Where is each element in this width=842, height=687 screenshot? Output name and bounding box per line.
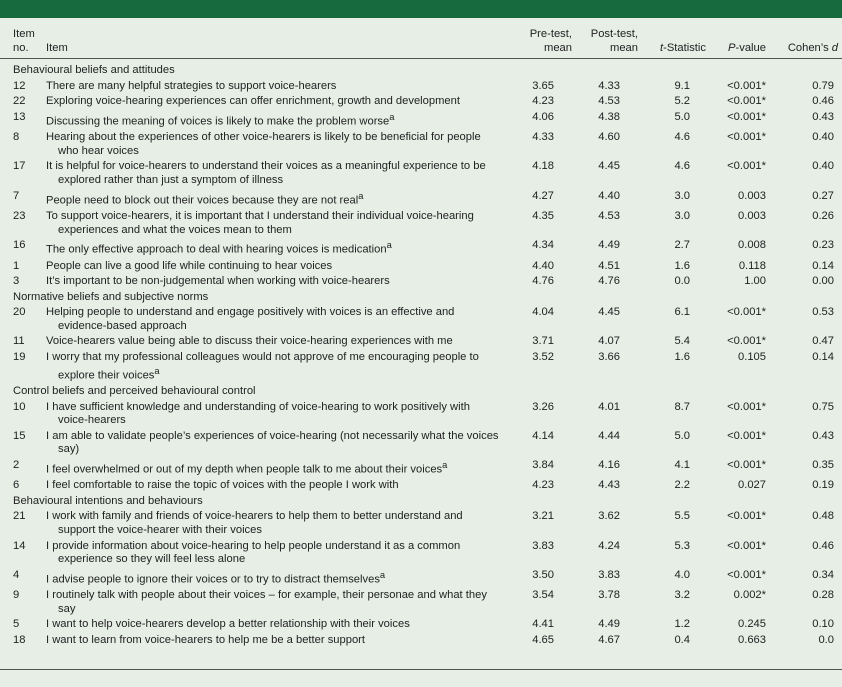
p-value: 0.002* <box>733 589 766 602</box>
p-value: 0.008 <box>738 239 766 252</box>
t-statistic: 5.2 <box>674 95 690 108</box>
post-test-mean: 4.43 <box>598 479 620 492</box>
item-number: 8 <box>13 131 20 144</box>
item-text: Hearing about the experiences of other voice-hearers is likely to be beneficial for people who hear voices <box>46 131 481 157</box>
item-text-wrap <box>46 95 506 109</box>
p-value: 0.105 <box>738 351 766 364</box>
col-header-t-statistic: t-Statistic <box>642 18 710 59</box>
cohens-d: 0.35 <box>812 458 834 471</box>
t-statistic: 2.7 <box>674 239 690 252</box>
cohens-d: 0.34 <box>812 568 834 581</box>
item-number: 14 <box>13 539 26 552</box>
p-value: <0.001* <box>727 131 766 144</box>
pre-test-mean: 4.23 <box>532 479 554 492</box>
item-text-wrap <box>46 430 506 457</box>
table-footer-bar <box>0 669 842 687</box>
t-statistic: 1.6 <box>674 259 690 272</box>
item-text: I want to learn from voice-hearers to help me be a better support <box>46 633 366 646</box>
table-row <box>0 94 842 110</box>
cohens-d: 0.47 <box>812 335 834 348</box>
item-text-wrap <box>46 131 506 158</box>
p-value: <0.001* <box>727 568 766 581</box>
t-statistic: 5.0 <box>674 429 690 442</box>
t-statistic: 4.0 <box>674 568 690 581</box>
item-text-wrap <box>46 335 506 349</box>
cohens-d: 0.48 <box>812 510 834 523</box>
table-row <box>0 259 842 275</box>
item-text: I worry that my professional colleagues would not approve of me encouraging people to explore their voices <box>46 351 479 382</box>
column-header-row <box>0 18 842 59</box>
post-test-mean: 4.40 <box>598 189 620 202</box>
pre-test-mean: 4.06 <box>532 110 554 123</box>
reverse-scored-marker: a <box>154 365 160 376</box>
pre-test-mean: 3.54 <box>532 589 554 602</box>
item-text: I feel overwhelmed or out of my depth when people talk to me about their voices <box>46 463 443 476</box>
item-text-wrap <box>46 569 506 587</box>
item-text-wrap <box>46 80 506 94</box>
item-text: I work with family and friends of voice-hearers to help them to better understand and support the voice-hearer with their voices <box>46 510 463 537</box>
table-row <box>0 429 842 458</box>
t-statistic: 5.3 <box>674 539 690 552</box>
item-cell <box>42 350 510 384</box>
post-test-mean: 4.76 <box>598 275 620 288</box>
cohens-d: 0.26 <box>812 210 834 222</box>
item-text-wrap <box>46 275 506 289</box>
cohens-d: 0.00 <box>812 275 834 288</box>
item-text: I provide information about voice-hearing to help people understand it as a common experience so they will feel less alone <box>46 539 461 566</box>
item-text: Voice-hearers value being able to discuss their voice-hearing experiences with me <box>46 335 453 348</box>
pre-test-mean: 4.27 <box>532 189 554 202</box>
pre-test-mean: 4.18 <box>532 160 554 173</box>
t-statistic: 5.4 <box>674 335 690 348</box>
item-cell <box>42 110 510 130</box>
table-row <box>0 509 842 538</box>
table-row <box>0 633 842 649</box>
pre-test-mean: 3.52 <box>532 351 554 364</box>
p-value: <0.001* <box>727 429 766 442</box>
item-cell <box>42 478 510 494</box>
table-row <box>0 588 842 617</box>
cohens-d: 0.14 <box>812 351 834 364</box>
post-test-mean: 4.44 <box>598 429 620 442</box>
t-statistic: 6.1 <box>674 306 690 319</box>
p-value: 0.118 <box>738 259 766 272</box>
table-row <box>0 130 842 159</box>
table-body <box>0 59 842 649</box>
section-title: Behavioural intentions and behaviours <box>13 494 203 507</box>
item-number: 12 <box>13 79 26 92</box>
pre-test-mean: 4.40 <box>532 259 554 272</box>
cohens-d: 0.27 <box>812 189 834 202</box>
t-statistic: 3.0 <box>674 210 690 222</box>
item-number: 19 <box>13 351 26 364</box>
table-row <box>0 274 842 290</box>
pre-test-mean: 3.83 <box>532 539 554 552</box>
t-statistic: 3.2 <box>674 589 690 602</box>
item-text-wrap <box>46 160 506 187</box>
cohens-d: 0.10 <box>812 618 834 631</box>
cohens-d: 0.14 <box>812 259 834 272</box>
t-statistic: 8.7 <box>674 400 690 413</box>
p-value: 0.003 <box>738 210 766 222</box>
table-row <box>0 238 842 258</box>
item-cell <box>42 588 510 617</box>
table-row <box>0 209 842 238</box>
cohens-d: 0.43 <box>812 429 834 442</box>
t-statistic: 3.0 <box>674 189 690 202</box>
item-cell <box>42 189 510 209</box>
pre-test-mean: 3.65 <box>532 79 554 92</box>
item-text-wrap <box>46 540 506 567</box>
item-cell <box>42 94 510 110</box>
item-text: I am able to validate people’s experiences of voice-hearing (not necessarily what the voices say) <box>46 429 499 456</box>
item-number: 1 <box>13 259 20 272</box>
section-title: Behavioural beliefs and attitudes <box>13 64 175 77</box>
item-text-wrap <box>46 239 506 257</box>
post-test-mean: 4.53 <box>598 210 620 222</box>
pre-test-mean: 3.21 <box>532 510 554 523</box>
p-value: <0.001* <box>727 458 766 471</box>
table-row <box>0 334 842 350</box>
item-text-wrap <box>46 510 506 537</box>
item-number: 2 <box>13 458 20 471</box>
cohens-d: 0.23 <box>812 239 834 252</box>
item-number: 4 <box>13 568 20 581</box>
item-text: I routinely talk with people about their voices – for example, their personae and what they say <box>46 589 487 615</box>
item-number: 10 <box>13 400 26 413</box>
item-number: 5 <box>13 618 20 631</box>
table-row <box>0 350 842 384</box>
post-test-mean: 3.83 <box>598 568 620 581</box>
item-text: I want to help voice-hearers develop a better relationship with their voices <box>46 618 410 631</box>
cohens-d: 0.43 <box>812 110 834 123</box>
post-test-mean: 4.45 <box>598 306 620 319</box>
table-row <box>0 539 842 568</box>
t-statistic: 5.5 <box>674 510 690 523</box>
item-number: 17 <box>13 160 26 173</box>
post-test-mean: 4.01 <box>598 400 620 413</box>
table-row <box>0 79 842 95</box>
item-cell <box>42 209 510 238</box>
item-number: 16 <box>13 239 26 252</box>
reverse-scored-marker: a <box>389 111 395 122</box>
item-text-wrap <box>46 589 506 616</box>
item-cell <box>42 238 510 258</box>
reverse-scored-marker: a <box>386 240 392 251</box>
post-test-mean: 4.67 <box>598 633 620 646</box>
reverse-scored-marker: a <box>379 569 386 580</box>
cohens-d: 0.53 <box>812 306 834 319</box>
item-text-wrap <box>46 111 506 129</box>
item-number: 9 <box>13 589 20 602</box>
item-text: People need to block out their voices because they are not real <box>46 194 359 207</box>
item-text-wrap <box>46 260 506 274</box>
item-text-wrap <box>46 459 506 477</box>
item-text-wrap <box>46 401 506 428</box>
item-text: Helping people to understand and engage positively with voices is an effective and evidence-based approach <box>46 306 455 332</box>
section-title: Control beliefs and perceived behavioural control <box>13 385 256 397</box>
item-text: To support voice-hearers, it is important that I understand their individual voice-hearing experiences and what the voices mean to them <box>46 210 474 236</box>
table-row <box>0 159 842 188</box>
item-number: 21 <box>13 510 26 523</box>
table-row <box>0 110 842 130</box>
item-cell <box>42 130 510 159</box>
post-test-mean: 4.07 <box>598 335 620 348</box>
item-cell <box>42 617 510 633</box>
table-row <box>0 189 842 209</box>
item-text-wrap <box>46 306 506 333</box>
section-row <box>0 384 842 400</box>
cohens-d: 0.79 <box>812 79 834 92</box>
section-row <box>0 494 842 510</box>
item-cell <box>42 539 510 568</box>
item-text: It’s important to be non-judgemental when working with voice-hearers <box>46 275 390 288</box>
item-cell <box>42 400 510 429</box>
item-cell <box>42 334 510 350</box>
post-test-mean: 4.33 <box>598 79 620 92</box>
item-text: People can live a good life while continuing to hear voices <box>46 259 333 272</box>
section-title: Normative beliefs and subjective norms <box>13 290 209 303</box>
p-value: 0.003 <box>738 189 766 202</box>
cohens-d: 0.75 <box>812 400 834 413</box>
table-row <box>0 617 842 633</box>
item-text-wrap <box>46 618 506 632</box>
cohens-d: 0.28 <box>812 589 834 602</box>
item-cell <box>42 305 510 334</box>
p-value: 0.027 <box>738 479 766 492</box>
post-test-mean: 3.62 <box>598 510 620 523</box>
p-value: <0.001* <box>727 539 766 552</box>
item-number: 20 <box>13 306 26 319</box>
item-number: 6 <box>13 479 20 492</box>
t-statistic: 2.2 <box>674 479 690 492</box>
pre-test-mean: 4.14 <box>532 429 554 442</box>
reverse-scored-marker: a <box>358 190 364 201</box>
item-text: It is helpful for voice-hearers to understand their voices as a meaningful experience to be explored rather than just a symptom of illness <box>46 160 486 187</box>
p-value: <0.001* <box>727 160 766 173</box>
post-test-mean: 4.53 <box>598 95 620 108</box>
item-text-wrap <box>46 479 506 493</box>
t-statistic: 4.1 <box>674 458 690 471</box>
pre-test-mean: 4.04 <box>532 306 554 319</box>
pre-test-mean: 4.34 <box>532 239 554 252</box>
item-text-wrap <box>46 634 506 648</box>
item-cell <box>42 509 510 538</box>
item-text-wrap <box>46 210 506 237</box>
pre-test-mean: 3.84 <box>532 458 554 471</box>
item-number: 15 <box>13 429 26 442</box>
item-text-wrap <box>46 351 506 383</box>
item-text: Exploring voice-hearing experiences can offer enrichment, growth and development <box>46 95 460 108</box>
t-statistic: 0.4 <box>674 633 690 646</box>
table-row <box>0 478 842 494</box>
p-value: <0.001* <box>727 510 766 523</box>
cohens-d: 0.0 <box>818 633 834 646</box>
item-number: 18 <box>13 633 26 646</box>
post-test-mean: 4.49 <box>598 618 620 631</box>
post-test-mean: 4.51 <box>598 259 620 272</box>
reverse-scored-marker: a <box>442 459 448 470</box>
table-row <box>0 305 842 334</box>
cohens-d: 0.40 <box>812 131 834 144</box>
col-header-pre-test: Pre-test, mean <box>510 18 576 59</box>
p-value: 0.663 <box>738 633 766 646</box>
t-statistic: 5.0 <box>674 110 690 123</box>
table-row <box>0 400 842 429</box>
item-cell <box>42 458 510 478</box>
item-text-wrap <box>46 190 506 208</box>
item-text: I advise people to ignore their voices or to try to distract themselves <box>46 573 380 586</box>
post-test-mean: 3.78 <box>598 589 620 602</box>
table-row <box>0 458 842 478</box>
p-value: <0.001* <box>727 79 766 92</box>
t-statistic: 0.0 <box>674 275 690 288</box>
p-value: <0.001* <box>727 306 766 319</box>
item-text: I feel comfortable to raise the topic of voices with the people I work with <box>46 479 399 492</box>
pre-test-mean: 4.41 <box>532 618 554 631</box>
table-row <box>0 568 842 588</box>
t-statistic: 9.1 <box>674 79 690 92</box>
post-test-mean: 4.60 <box>598 131 620 144</box>
pre-test-mean: 4.23 <box>532 95 554 108</box>
post-test-mean: 4.38 <box>598 110 620 123</box>
col-header-p-value: P-value <box>710 18 770 59</box>
col-header-cohens-d: Cohen’s d <box>770 18 842 59</box>
item-text: Discussing the meaning of voices is likely to make the problem worse <box>46 115 390 128</box>
p-value: <0.001* <box>727 400 766 413</box>
p-value: 0.245 <box>738 618 766 631</box>
table-header-bar <box>0 0 842 18</box>
pre-test-mean: 4.35 <box>532 210 554 222</box>
cohens-d: 0.46 <box>812 95 834 108</box>
item-number: 7 <box>13 189 20 202</box>
section-row <box>0 290 842 306</box>
cohens-d: 0.46 <box>812 539 834 552</box>
cohens-d: 0.40 <box>812 160 834 173</box>
p-value: <0.001* <box>727 110 766 123</box>
item-cell <box>42 429 510 458</box>
post-test-mean: 4.16 <box>598 458 620 471</box>
item-text: I have sufficient knowledge and understanding of voice-hearing to work positively with voice-hearers <box>46 400 470 427</box>
item-text: The only effective approach to deal with hearing voices is medication <box>46 243 387 256</box>
pre-test-mean: 3.71 <box>532 335 554 348</box>
item-number: 3 <box>13 275 20 288</box>
item-cell <box>42 274 510 290</box>
item-cell <box>42 633 510 649</box>
pre-test-mean: 4.65 <box>532 633 554 646</box>
post-test-mean: 4.45 <box>598 160 620 173</box>
item-cell <box>42 259 510 275</box>
p-value: <0.001* <box>727 335 766 348</box>
pre-test-mean: 3.26 <box>532 400 554 413</box>
p-value: <0.001* <box>727 95 766 108</box>
t-statistic: 1.2 <box>674 618 690 631</box>
col-header-item: Item <box>42 18 510 59</box>
item-number: 11 <box>13 335 25 348</box>
col-header-item-no: Item no. <box>0 18 42 59</box>
pre-test-mean: 4.76 <box>532 275 554 288</box>
t-statistic: 1.6 <box>674 351 690 364</box>
post-test-mean: 3.66 <box>598 351 620 364</box>
item-number: 22 <box>13 95 26 108</box>
col-header-post-test: Post-test, mean <box>576 18 642 59</box>
cohens-d: 0.19 <box>812 479 834 492</box>
t-statistic: 4.6 <box>674 131 690 144</box>
item-number: 23 <box>13 210 26 222</box>
item-cell <box>42 568 510 588</box>
pre-test-mean: 4.33 <box>532 131 554 144</box>
section-row <box>0 59 842 79</box>
post-test-mean: 4.49 <box>598 239 620 252</box>
post-test-mean: 4.24 <box>598 539 620 552</box>
item-cell <box>42 159 510 188</box>
t-statistic: 4.6 <box>674 160 690 173</box>
item-cell <box>42 79 510 95</box>
pre-test-mean: 3.50 <box>532 568 554 581</box>
item-text: There are many helpful strategies to support voice-hearers <box>46 79 337 92</box>
results-table <box>0 18 842 649</box>
p-value: 1.00 <box>744 275 766 288</box>
item-number: 13 <box>13 110 26 123</box>
